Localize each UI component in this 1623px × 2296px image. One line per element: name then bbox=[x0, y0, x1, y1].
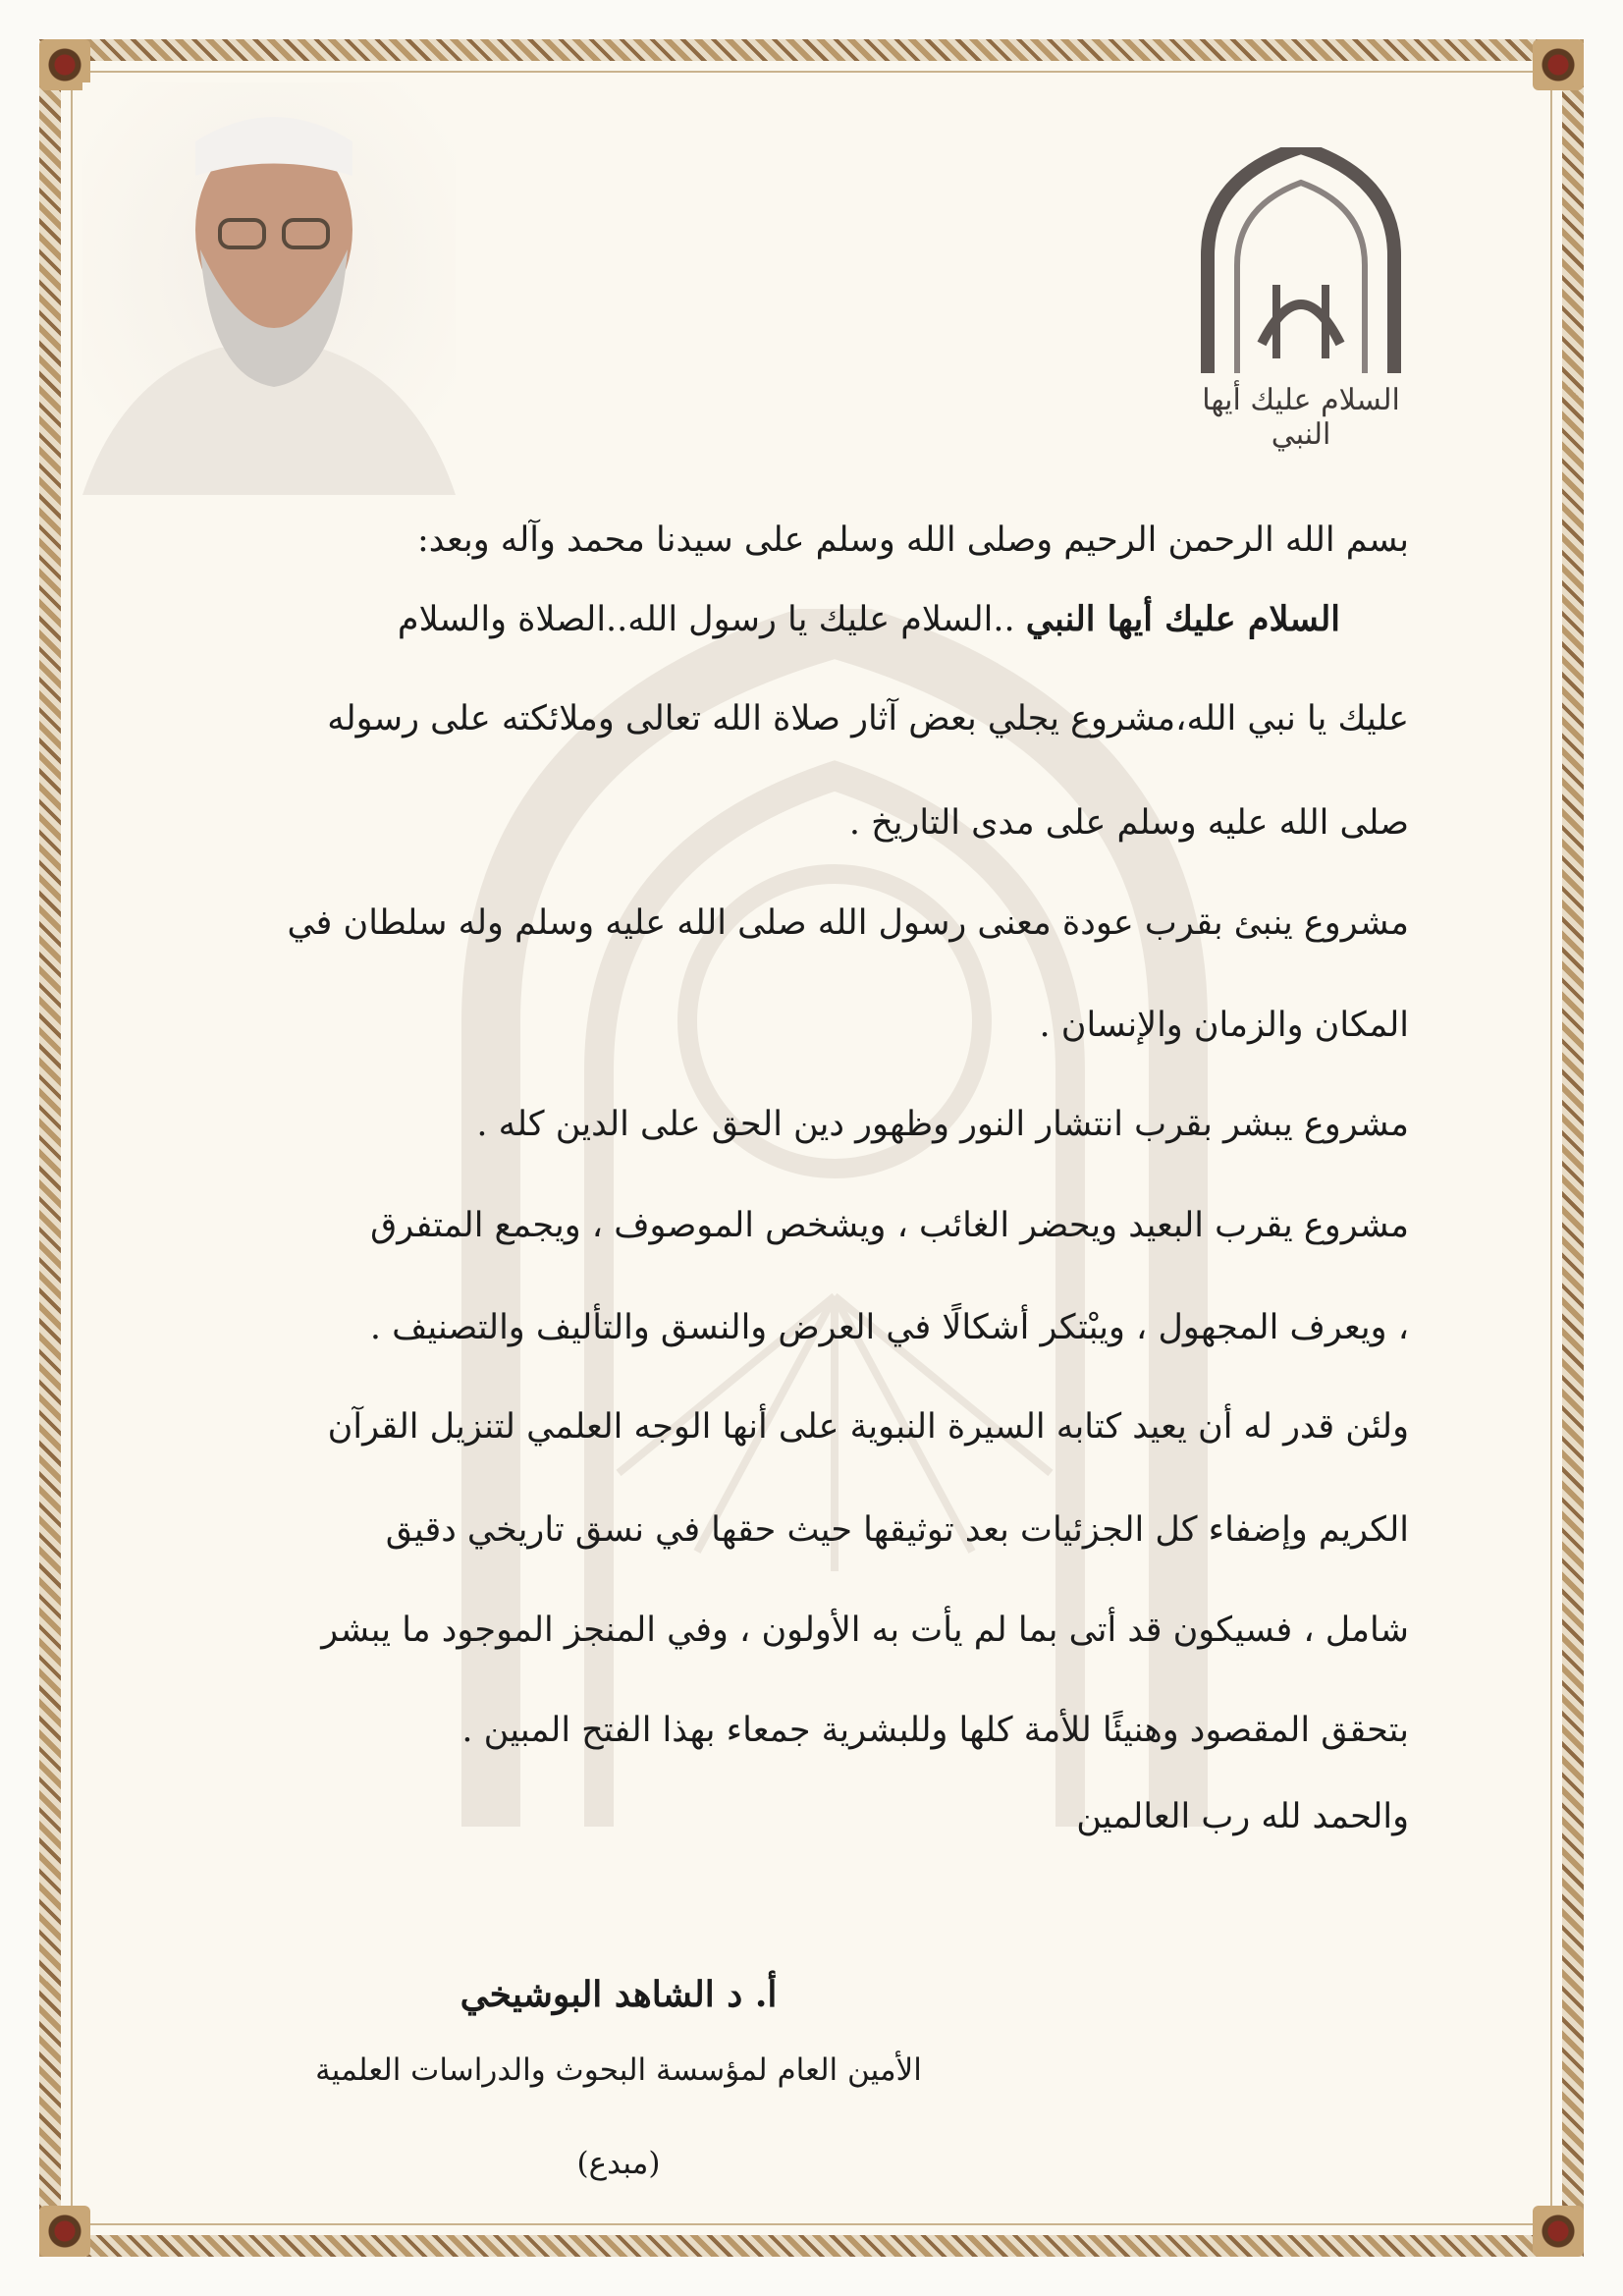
author-photo bbox=[82, 82, 456, 495]
paragraph-5-line-1: ولئن قدر له أن يعيد كتابه السيرة النبوية على أنها الوجه العلمي لتنزيل القرآن bbox=[327, 1407, 1409, 1447]
closing-line: والحمد لله رب العالمين bbox=[1076, 1797, 1409, 1836]
paragraph-5-line-2: الكريم وإضفاء كل الجزئيات بعد توثيقها حيث حقها في نسق تاريخي دقيق bbox=[385, 1510, 1409, 1550]
paragraph-1-line-1: عليك يا نبي الله،مشروع يجلي بعض آثار صلاة الله تعالى وملائكته على رسوله bbox=[327, 699, 1409, 738]
corner-ornament-bottom-left bbox=[39, 2206, 90, 2257]
signature-title: الأمين العام لمؤسسة البحوث والدراسات العلمية bbox=[315, 2052, 922, 2088]
salam-bold: السلام عليك أيها النبي bbox=[1025, 599, 1340, 639]
signature-name: أ. د الشاهد البوشيخي bbox=[460, 1974, 778, 2015]
paragraph-2-line-2: المكان والزمان والإنسان . bbox=[1039, 1006, 1409, 1045]
brand-logo bbox=[1168, 147, 1434, 452]
corner-ornament-top-right bbox=[1533, 39, 1584, 90]
salam-rest: ..السلام عليك يا رسول الله..الصلاة والسلام bbox=[397, 600, 1015, 639]
paragraph-1-line-2: صلى الله عليه وسلم على مدى التاريخ . bbox=[848, 803, 1409, 843]
paragraph-2-line-1: مشروع ينبئ بقرب عودة معنى رسول الله صلى الله عليه وسلم وله سلطان في bbox=[287, 903, 1409, 943]
opening-line: بسم الله الرحمن الرحيم وصلى الله وسلم على سيدنا محمد وآله وبعد: bbox=[416, 520, 1409, 560]
salam-line bbox=[398, 599, 1340, 639]
paragraph-5-line-4: بتحقق المقصود وهنيئًا للأمة كلها وللبشرية جمعاء بهذا الفتح المبين . bbox=[461, 1711, 1409, 1750]
paragraph-4-line-1: مشروع يقرب البعيد ويحضر الغائب ، ويشخص الموصوف ، ويجمع المتفرق bbox=[370, 1206, 1409, 1245]
signature-org: (مبدع) bbox=[576, 2146, 661, 2181]
logo-caption: السلام عليك أيها النبي bbox=[1202, 383, 1400, 452]
paragraph-5-line-3: شامل ، فسيكون قد أتى بما لم يأت به الأولون ، وفي المنجز الموجود ما يبشر bbox=[321, 1611, 1409, 1650]
corner-ornament-bottom-right bbox=[1533, 2206, 1584, 2257]
paragraph-4-line-2: ، ويعرف المجهول ، ويبْتكر أشكالًا في العرض والنسق والتأليف والتصنيف . bbox=[369, 1308, 1409, 1347]
paragraph-3: مشروع يبشر بقرب انتشار النور وظهور دين الحق على الدين كله . bbox=[476, 1105, 1409, 1144]
arch-logo-icon bbox=[1168, 147, 1434, 373]
